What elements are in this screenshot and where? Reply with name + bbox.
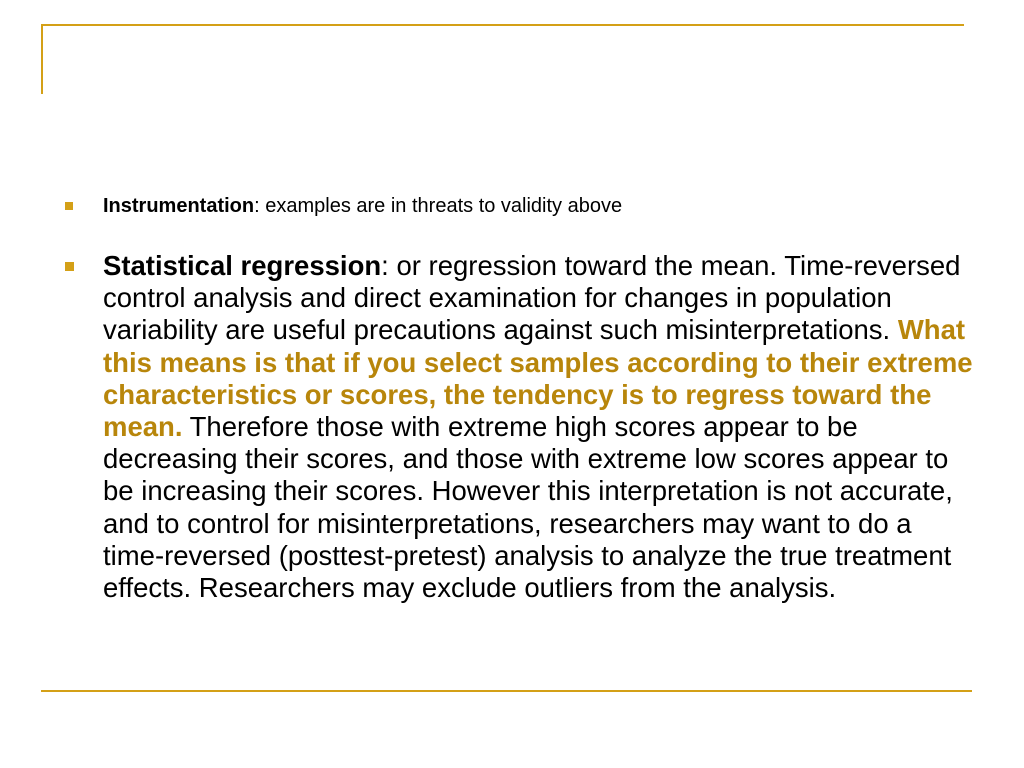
bullet-text-after: Therefore those with extreme high scores appear to be decreasing their scores, and those with extreme low scores appear to be increasing their scores. However this interpretation is not accurate, and to control for misinterpretations, researchers may want to do a time-reversed (posttest-pretest) analysis to analyze the true treatment effects. Researchers may exclude outliers from the analysis.	[103, 411, 953, 604]
bullet-term: Statistical regression	[103, 250, 382, 281]
bullet-instrumentation	[60, 190, 980, 222]
left-rule	[41, 24, 43, 94]
top-rule	[41, 24, 964, 26]
bullet-statistical-regression	[60, 250, 980, 604]
bullet-highlight: What this means is that if you select samples according to their extreme characteristics or scores, the tendency is to regress toward the mean.	[103, 314, 973, 443]
bullet-separator: :	[381, 250, 397, 281]
bullet-space	[890, 314, 898, 345]
slide-body	[60, 190, 980, 604]
bullet-text: examples are in threats to validity above	[265, 195, 623, 217]
bullet-term: Instrumentation	[103, 195, 255, 217]
bottom-rule	[41, 690, 972, 692]
bullet-text-before: or regression toward the mean. Time-reversed control analysis and direct examination for changes in population variability are useful precautions against such misinterpretations.	[103, 250, 961, 346]
square-bullet-icon	[65, 262, 74, 271]
bullet-separator: :	[254, 195, 266, 217]
square-bullet-icon	[65, 202, 73, 210]
